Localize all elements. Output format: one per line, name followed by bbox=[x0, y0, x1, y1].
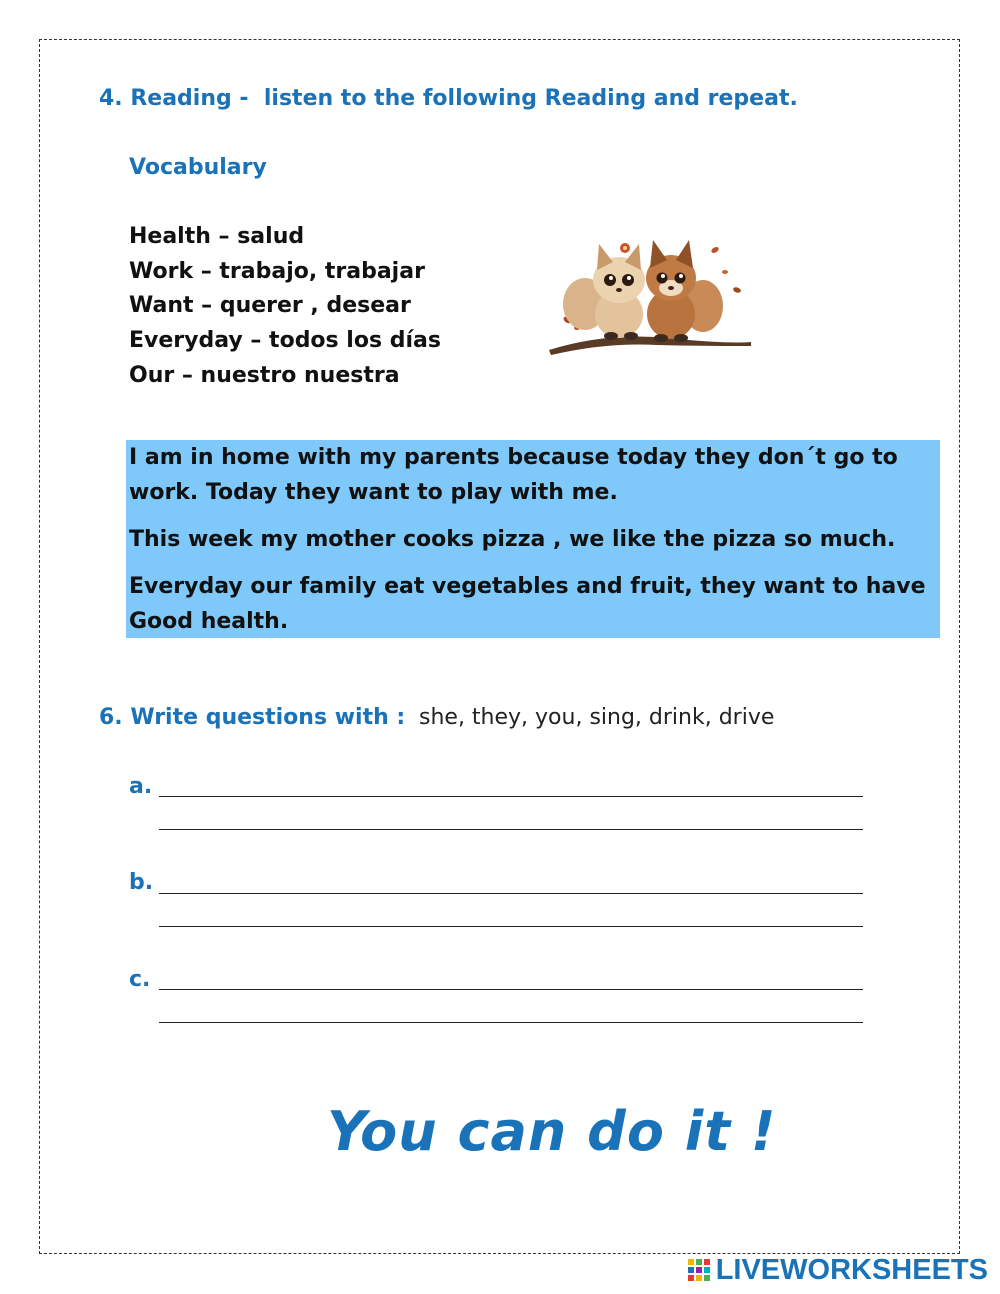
vocab-item: Want – querer , desear bbox=[129, 293, 411, 319]
reading-line: Good health. bbox=[129, 609, 289, 634]
reading-paragraph-3 bbox=[129, 569, 940, 639]
reading-paragraph-1 bbox=[129, 440, 940, 510]
answer-c-line-1[interactable] bbox=[159, 989, 863, 990]
section-4-instruction: listen to the following Reading and repeat. bbox=[263, 86, 798, 111]
vocabulary-title: Vocabulary bbox=[129, 155, 267, 180]
animals-illustration bbox=[547, 228, 753, 356]
answer-a-line-1[interactable] bbox=[159, 796, 863, 797]
answer-b-line-1[interactable] bbox=[159, 893, 863, 894]
answer-b-line-2[interactable] bbox=[159, 926, 863, 927]
reading-paragraph-2 bbox=[129, 522, 940, 557]
reading-passage bbox=[126, 440, 940, 638]
vocab-item: Work – trabajo, trabajar bbox=[129, 258, 425, 284]
section-4-number: 4. bbox=[99, 86, 123, 111]
section-4-title: Reading - bbox=[130, 86, 249, 111]
vocabulary-list bbox=[129, 220, 441, 394]
liveworksheets-brand bbox=[687, 1253, 988, 1287]
reading-line: Everyday our family eat vegetables and fruit, they want to have bbox=[129, 574, 926, 599]
reading-line: work. Today they want to play with me. bbox=[129, 480, 618, 505]
answer-c-line-2[interactable] bbox=[159, 1022, 863, 1023]
answer-label-b: b. bbox=[129, 870, 154, 895]
liveworksheets-logo-icon bbox=[687, 1258, 713, 1282]
section-4-heading bbox=[99, 86, 798, 111]
vocab-item: Our – nuestro nuestra bbox=[129, 362, 400, 388]
vocab-item: Health – salud bbox=[129, 224, 305, 249]
section-6-words: she, they, you, sing, drink, drive bbox=[419, 705, 775, 730]
answer-label-c: c. bbox=[129, 967, 151, 992]
answer-a-line-2[interactable] bbox=[159, 829, 863, 830]
brand-name: LIVEWORKSHEETS bbox=[715, 1253, 988, 1286]
closing-message: You can do it ! bbox=[327, 1100, 777, 1163]
answer-label-a: a. bbox=[129, 774, 153, 799]
section-6-heading: 6. Write questions with : bbox=[99, 705, 406, 730]
vocab-item: Everyday – todos los días bbox=[129, 328, 441, 354]
reading-line: This week my mother cooks pizza , we like the pizza so much. bbox=[129, 527, 896, 552]
reading-line: I am in home with my parents because today they don´t go to bbox=[129, 445, 898, 470]
